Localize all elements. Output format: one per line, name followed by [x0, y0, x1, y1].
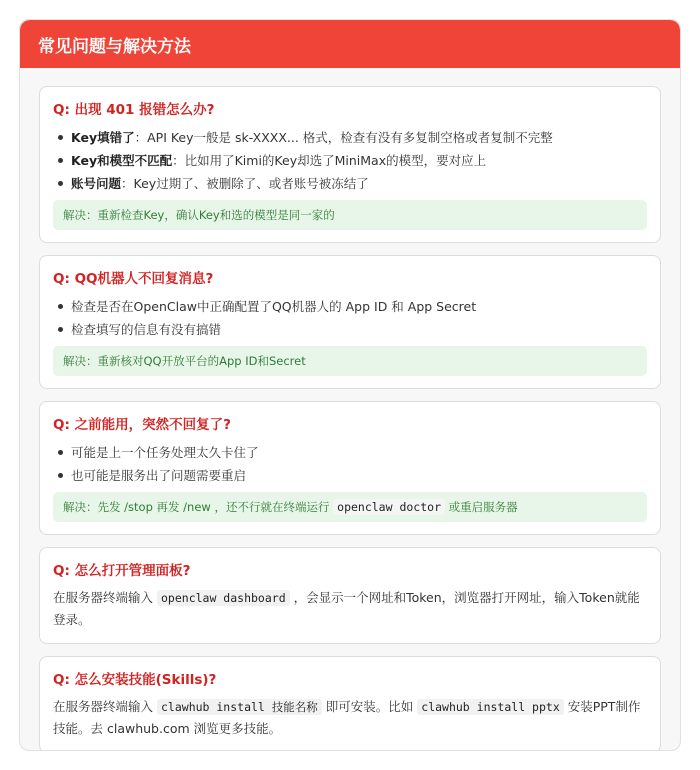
answer-text: 安装PPT制作技能。去 clawhub.com 浏览更多技能。 — [53, 699, 641, 736]
solution-text: 或重启服务器 — [448, 500, 518, 514]
item-text: 比如用了Kimi的Key却选了MiniMax的模型，要对应上 — [184, 153, 487, 168]
faq-question: Q: QQ机器人不回复消息? — [53, 271, 214, 287]
command-code: clawhub install pptx — [417, 699, 563, 715]
list-item — [53, 172, 647, 195]
list-item — [53, 149, 647, 172]
answer-text: 在服务器终端输入 — [53, 699, 154, 714]
panel-header — [20, 20, 680, 68]
solution-box: 解决：重新检查Key，确认Key和选的模型是同一家的 — [53, 200, 647, 230]
faq-card-401 — [39, 86, 661, 243]
command-code: clawhub install 技能名称 — [157, 699, 322, 715]
item-label: 账号问题 — [71, 176, 122, 191]
solution-box: 解决：重新核对QQ开放平台的App ID和Secret — [53, 346, 647, 376]
faq-card-skills — [39, 656, 661, 751]
faq-causes — [53, 126, 647, 195]
answer-text: 在服务器终端输入 — [53, 590, 154, 605]
command-code: openclaw dashboard — [157, 590, 290, 606]
faq-card-no-reply — [39, 401, 661, 535]
faq-panel — [19, 19, 681, 751]
list-item: 也可能是服务出了问题需要重启 — [53, 464, 647, 487]
item-text: Key过期了、被删除了、或者账号被冻结了 — [133, 176, 369, 191]
faq-causes — [53, 295, 647, 341]
item-label: Key和模型不匹配 — [71, 153, 173, 168]
solution-text: 解决：先发 /stop 再发 /new ，还不行就在终端运行 — [63, 500, 330, 514]
list-item — [53, 126, 647, 149]
faq-question: Q: 怎么安装技能(Skills)? — [53, 672, 217, 688]
item-text: API Key一般是 sk-XXXX... 格式，检查有没有多复制空格或者复制不完整 — [147, 130, 553, 145]
list-item: 检查填写的信息有没有搞错 — [53, 318, 647, 341]
faq-answer — [53, 696, 647, 740]
faq-card-dashboard — [39, 547, 661, 644]
faq-question: Q: 之前能用，突然不回复了? — [53, 417, 231, 433]
solution-box — [53, 492, 647, 522]
item-separator: ： — [134, 130, 148, 145]
list-item: 检查是否在OpenClaw中正确配置了QQ机器人的 App ID 和 App Secret — [53, 295, 647, 318]
answer-text: ，会显示一个网址和Token，浏览器打开网址，输入Token就能登录。 — [53, 590, 640, 627]
item-label: Key填错了 — [71, 130, 135, 145]
answer-text: 即可安装。比如 — [325, 699, 414, 714]
faq-list — [20, 68, 680, 751]
faq-question: Q: 出现 401 报错怎么办? — [53, 102, 215, 118]
list-item: 可能是上一个任务处理太久卡住了 — [53, 441, 647, 464]
faq-causes — [53, 441, 647, 487]
item-separator: ： — [121, 176, 134, 191]
faq-question: Q: 怎么打开管理面板? — [53, 563, 191, 579]
item-separator: ： — [172, 153, 185, 168]
faq-answer — [53, 587, 647, 631]
panel-title: 常见问题与解决方法 — [38, 36, 191, 57]
faq-card-qq-bot — [39, 255, 661, 389]
command-code: openclaw doctor — [333, 499, 445, 515]
